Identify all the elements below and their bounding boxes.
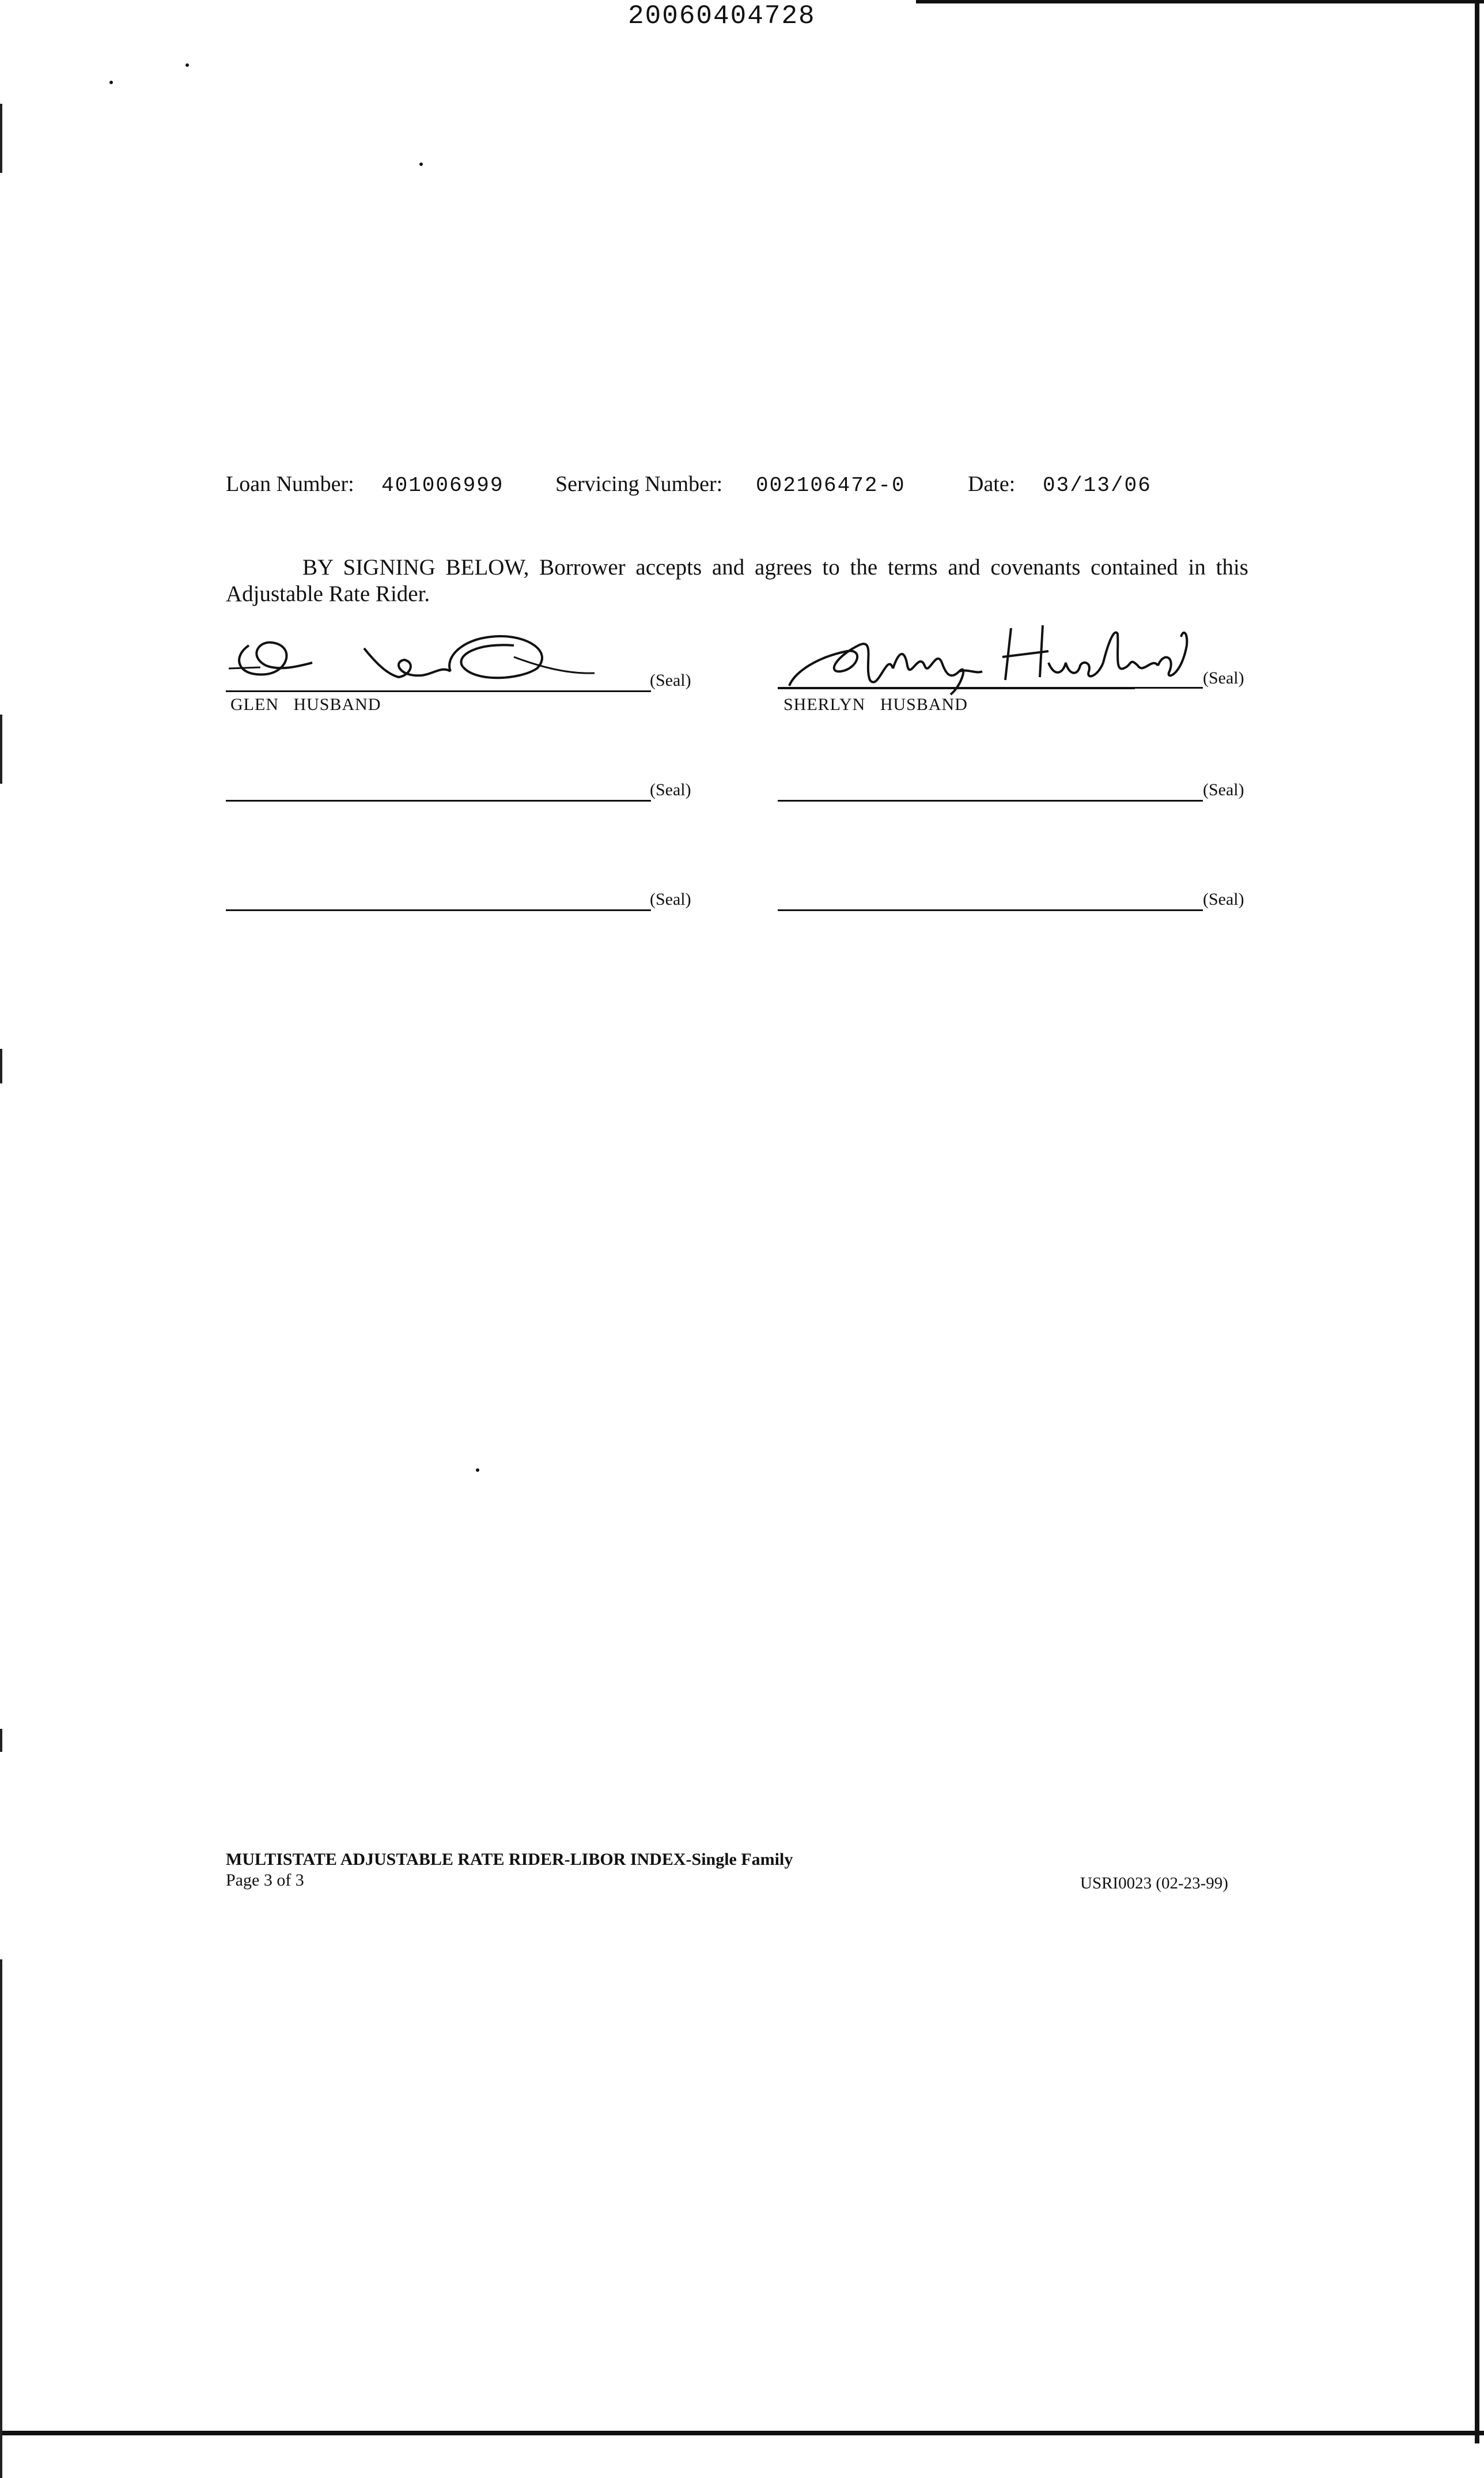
signature-glen-husband xyxy=(226,622,641,697)
agreement-text-line-1: BY SIGNING BELOW, Borrower accepts and agrees to the terms and covenants contained in this xyxy=(302,555,1248,580)
form-title: MULTISTATE ADJUSTABLE RATE RIDER-LIBOR INDEX-Single Family xyxy=(226,1850,793,1869)
scan-speck xyxy=(186,63,189,67)
loan-number-value: 401006999 xyxy=(381,474,504,497)
seal-label: (Seal) xyxy=(650,671,691,690)
agreement-paragraph xyxy=(226,554,1248,607)
signature-line-blank xyxy=(778,909,1203,911)
seal-label: (Seal) xyxy=(650,890,691,909)
signature-line-blank xyxy=(226,800,651,802)
date-label: Date: xyxy=(968,472,1016,496)
agreement-text-line-2: Adjustable Rate Rider. xyxy=(226,581,430,606)
signer-name-sherlyn: SHERLYN HUSBAND xyxy=(783,695,968,714)
signature-line xyxy=(778,687,1203,689)
left-margin-mark xyxy=(0,104,2,173)
scan-speck xyxy=(476,1468,479,1472)
document-id: 20060404728 xyxy=(628,1,816,31)
seal-label: (Seal) xyxy=(1203,668,1244,688)
bottom-border-rule xyxy=(0,2431,1484,2435)
loan-number-label: Loan Number: xyxy=(226,472,354,496)
top-border-rule xyxy=(916,0,1484,3)
right-border-rule xyxy=(1475,0,1479,2443)
signer-name-glen: GLEN HUSBAND xyxy=(230,695,381,714)
form-code: USRI0023 (02-23-99) xyxy=(1080,1874,1228,1893)
signature-sherlyn-husband xyxy=(778,617,1192,697)
left-margin-mark xyxy=(0,1959,2,2478)
scan-speck xyxy=(109,81,113,84)
page-number: Page 3 of 3 xyxy=(226,1871,304,1890)
servicing-number-value: 002106472-0 xyxy=(756,474,906,497)
left-margin-mark xyxy=(0,1729,2,1752)
servicing-number-label: Servicing Number: xyxy=(555,472,723,496)
seal-label: (Seal) xyxy=(1203,780,1244,799)
signature-line-blank xyxy=(226,909,651,911)
seal-label: (Seal) xyxy=(650,780,691,799)
seal-label: (Seal) xyxy=(1203,890,1244,909)
date-value: 03/13/06 xyxy=(1043,474,1152,497)
signature-line xyxy=(226,690,651,692)
scan-speck xyxy=(419,163,423,166)
left-margin-mark xyxy=(0,715,2,784)
signature-line-blank xyxy=(778,800,1203,802)
left-margin-mark xyxy=(0,1049,2,1083)
